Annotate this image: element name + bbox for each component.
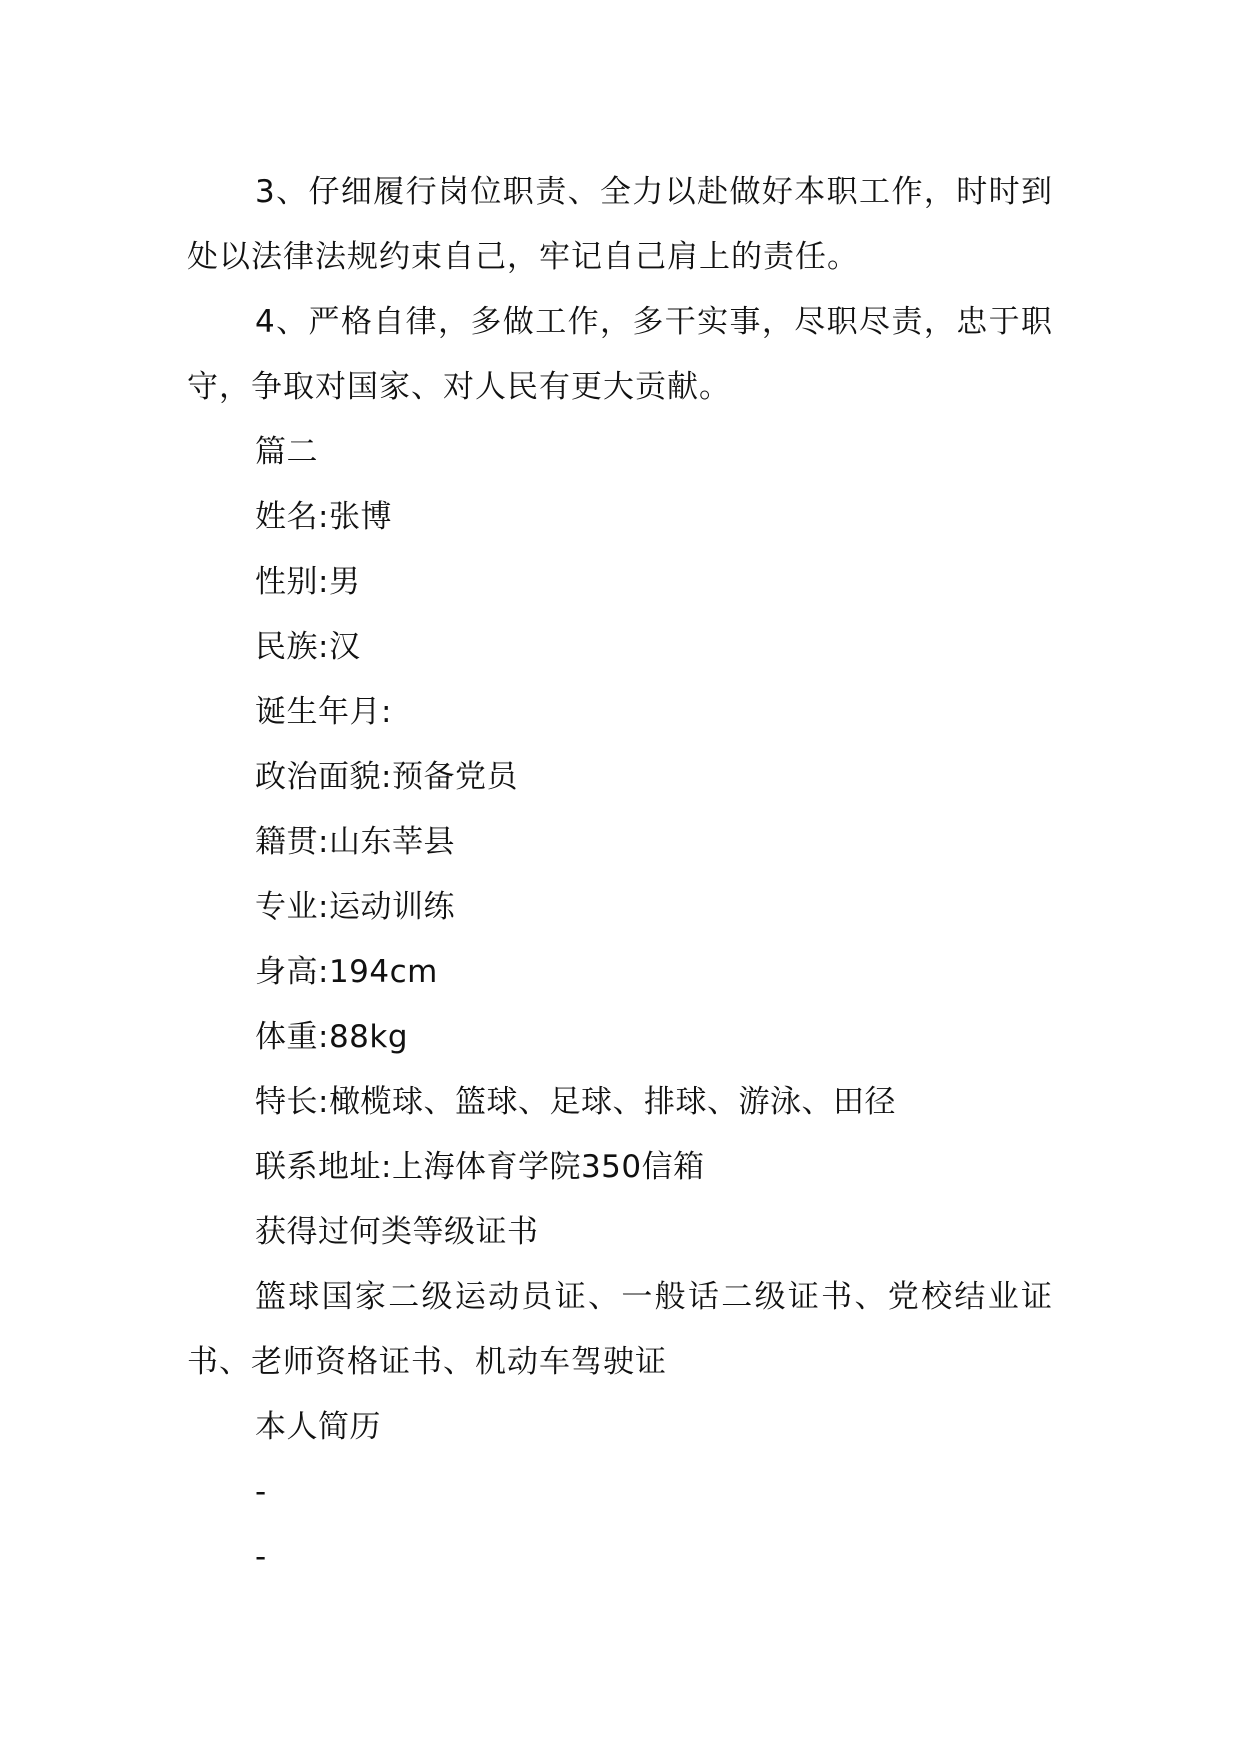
profile-address: 联系地址:上海体育学院350信箱 xyxy=(255,1149,705,1185)
certificates-heading: 获得过何类等级证书 xyxy=(255,1214,539,1250)
resume-item: - xyxy=(255,1474,267,1510)
profile-major: 专业:运动训练 xyxy=(255,889,455,925)
document-body xyxy=(187,160,1053,1590)
section-title: 篇二 xyxy=(255,434,318,470)
profile-name: 姓名:张博 xyxy=(255,499,392,535)
profile-weight: 体重:88kg xyxy=(255,1019,409,1055)
resume-item: - xyxy=(255,1539,267,1575)
profile-origin: 籍贯:山东莘县 xyxy=(255,824,455,860)
certificates-text: 篮球国家二级运动员证、一般话二级证书、党校结业证书、老师资格证书、机动车驾驶证 xyxy=(187,1279,1053,1380)
profile-height: 身高:194cm xyxy=(255,954,438,990)
profile-political: 政治面貌:预备党员 xyxy=(255,759,518,795)
profile-birth: 诞生年月: xyxy=(255,694,392,730)
profile-skills: 特长:橄榄球、篮球、足球、排球、游泳、田径 xyxy=(255,1084,896,1120)
profile-gender: 性别:男 xyxy=(255,564,361,600)
profile-ethnicity: 民族:汉 xyxy=(255,629,361,665)
paragraph-item-4: 4、严格自律，多做工作，多干实事，尽职尽责，忠于职守，争取对国家、对人民有更大贡献。 xyxy=(187,304,1053,405)
paragraph-item-3: 3、仔细履行岗位职责、全力以赴做好本职工作，时时到处以法律法规约束自己，牢记自己肩上的责任。 xyxy=(187,174,1053,275)
resume-heading: 本人简历 xyxy=(255,1409,381,1445)
